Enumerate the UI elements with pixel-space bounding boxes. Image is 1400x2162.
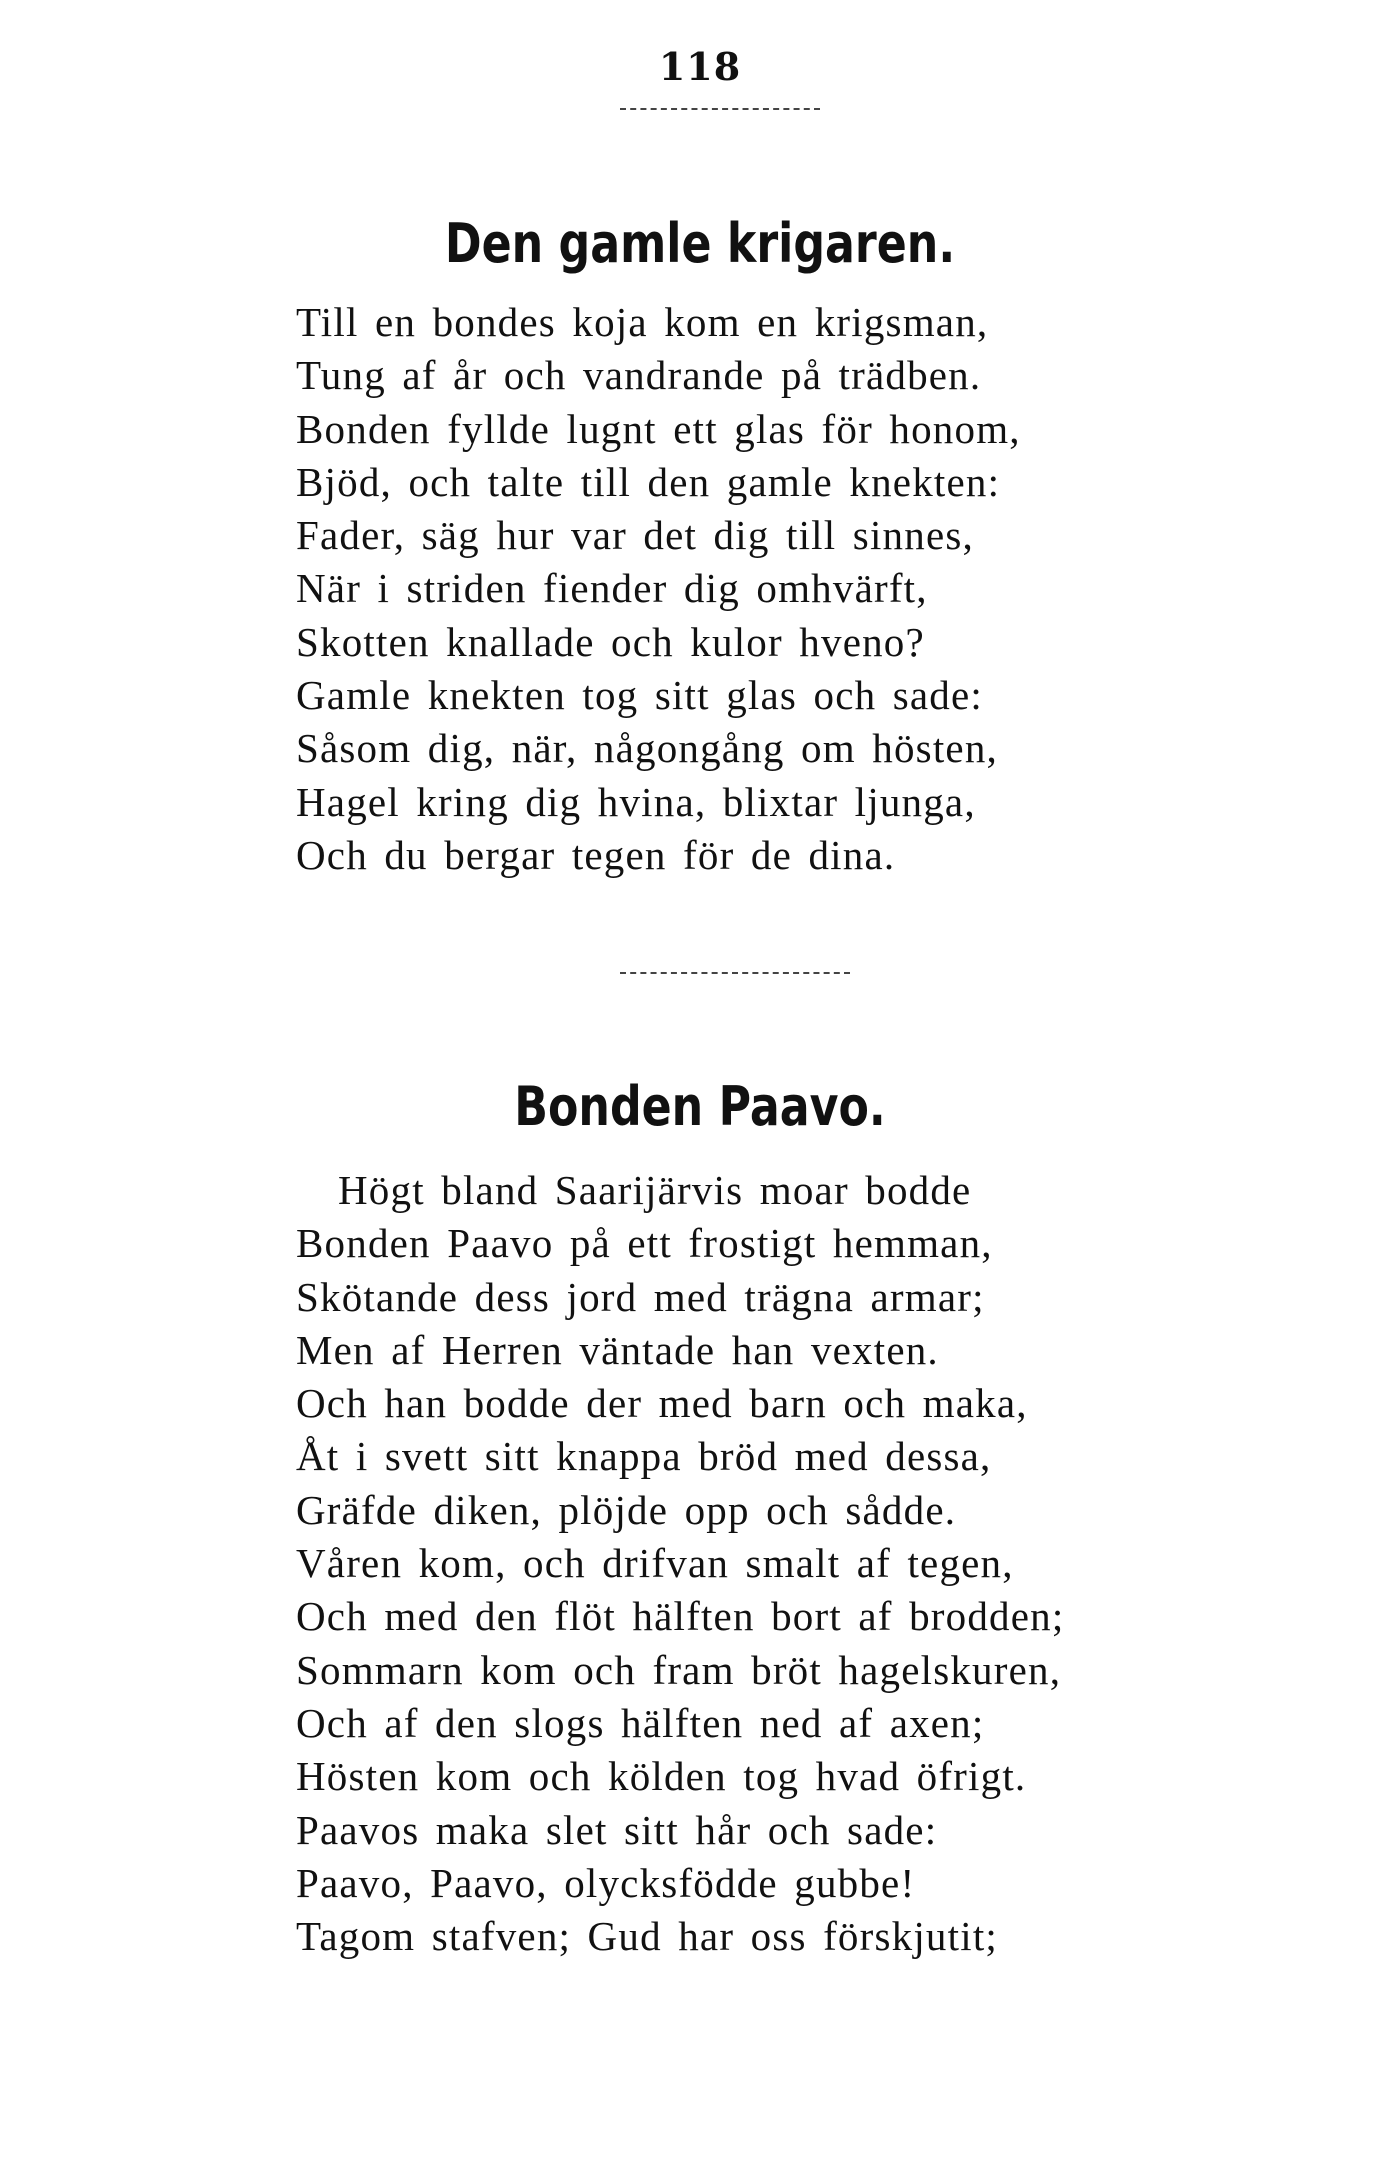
poem-title: Bonden Paavo. xyxy=(514,1075,886,1138)
poem-line: Och med den flöt hälften bort af brodden; xyxy=(296,1593,1065,1640)
poem-line: Högt bland Saarijärvis moar bodde xyxy=(338,1167,972,1213)
poem-line: Till en bondes koja kom en krigsman, xyxy=(296,299,989,345)
poem-line: Gamle knekten tog sitt glas och sade: xyxy=(296,672,983,719)
poem-line: Åt i svett sitt knappa bröd med dessa, xyxy=(296,1433,992,1480)
poem-body xyxy=(296,1164,1064,1963)
poem-line: Skötande dess jord med trägna armar; xyxy=(296,1273,985,1320)
poem-line: Hagel kring dig hvina, blixtar ljunga, xyxy=(296,778,976,825)
header-divider xyxy=(620,108,820,110)
poem-line: Bjöd, och talte till den gamle knekten: xyxy=(296,458,1001,505)
poem-line: Hösten kom och kölden tog hvad öfrigt. xyxy=(296,1753,1027,1800)
poem-title: Den gamle krigaren. xyxy=(444,212,956,275)
poem-body xyxy=(296,296,1021,882)
poem-line: När i striden fiender dig omhvärft, xyxy=(296,565,928,612)
poem-line: Gräfde diken, plöjde opp och sådde. xyxy=(296,1486,957,1533)
poem-line: Paavo, Paavo, olycksfödde gubbe! xyxy=(296,1859,916,1906)
poem-line: Skotten knallade och kulor hveno? xyxy=(296,618,925,665)
poem-line: Och af den slogs hälften ned af axen; xyxy=(296,1699,985,1746)
page-number: 118 xyxy=(658,44,742,89)
poem-line: Sommarn kom och fram bröt hagelskuren, xyxy=(296,1646,1062,1693)
poem-line: Men af Herren väntade han vexten. xyxy=(296,1326,939,1373)
poem-line: Tagom stafven; Gud har oss förskjutit; xyxy=(296,1913,998,1960)
poem-line: Såsom dig, när, någongång om hösten, xyxy=(296,725,998,772)
poem-line: Tung af år och vandrande på trädben. xyxy=(296,352,982,399)
section-divider xyxy=(620,972,850,974)
poem-line: Fader, säg hur var det dig till sinnes, xyxy=(296,512,974,559)
poem-line: Bonden fyllde lugnt ett glas för honom, xyxy=(296,405,1021,452)
poem-line: Våren kom, och drifvan smalt af tegen, xyxy=(296,1540,1014,1587)
poem-line: Och du bergar tegen för de dina. xyxy=(296,831,896,878)
poem-line: Bonden Paavo på ett frostigt hemman, xyxy=(296,1220,993,1267)
poem-line: Och han bodde der med barn och maka, xyxy=(296,1380,1028,1427)
poem-line: Paavos maka slet sitt hår och sade: xyxy=(296,1806,938,1853)
